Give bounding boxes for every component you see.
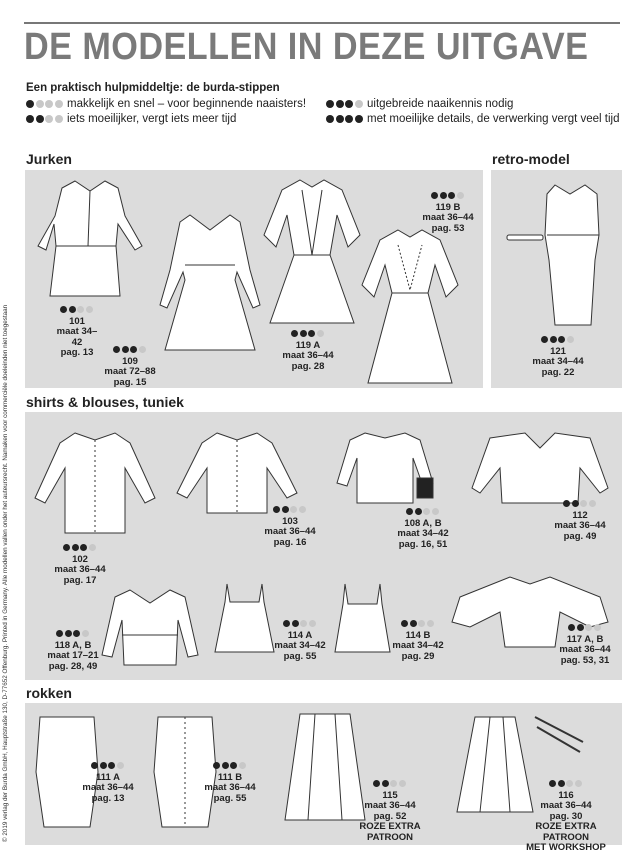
difficulty-dot-filled [222, 762, 229, 769]
item-118[interactable] [40, 630, 106, 672]
item-119a[interactable] [280, 330, 336, 372]
legend-item-level-2 [26, 113, 236, 125]
item-page: pag. 55 [283, 650, 317, 662]
difficulty-dots [91, 762, 125, 769]
difficulty-dot-filled [563, 500, 570, 507]
item-note-workshop: MET WORKSHOP [526, 842, 606, 853]
difficulty-dots [326, 115, 364, 123]
item-size: maat 17–21 [47, 650, 99, 661]
difficulty-dot-filled [230, 762, 237, 769]
difficulty-dot-empty [585, 624, 592, 631]
item-103[interactable] [262, 506, 318, 548]
difficulty-dot-filled [65, 630, 72, 637]
item-page: pag. 13 [60, 347, 94, 358]
difficulty-dot-empty [239, 762, 246, 769]
difficulty-dots [326, 100, 364, 108]
difficulty-dot-filled [558, 336, 565, 343]
difficulty-dot-filled [36, 115, 44, 123]
difficulty-dots [291, 330, 325, 337]
difficulty-dot-empty [300, 620, 307, 627]
item-page: pag. 16, 51 [398, 538, 448, 550]
difficulty-dot-filled [448, 192, 455, 199]
difficulty-dot-empty [575, 780, 582, 787]
dress-121-illustration [505, 180, 615, 330]
difficulty-dot-empty [77, 306, 84, 313]
difficulty-dot-empty [86, 306, 93, 313]
item-page: pag. 53 [431, 222, 465, 234]
difficulty-dot-empty [355, 100, 363, 108]
item-page: pag. 15 [113, 376, 147, 388]
difficulty-dot-filled [69, 306, 76, 313]
difficulty-dot-filled [440, 192, 447, 199]
blouse-103-illustration [172, 428, 302, 518]
item-119b[interactable] [420, 192, 476, 234]
difficulty-dot-empty [45, 115, 53, 123]
difficulty-dots [213, 762, 247, 769]
item-number: 114 B [405, 629, 431, 641]
difficulty-dot-filled [291, 330, 298, 337]
item-size: maat 36–44 [264, 526, 316, 537]
item-size: maat 36–44 [282, 350, 334, 361]
difficulty-dot-filled [572, 500, 579, 507]
item-121[interactable] [530, 336, 586, 378]
item-size: maat 36–44 [82, 782, 134, 793]
item-number: 115 [382, 789, 398, 801]
item-111a[interactable] [80, 762, 136, 804]
difficulty-dot-filled [326, 115, 334, 123]
legend-text: met moeilijke details, de verwerking vergt veel tijd [367, 113, 620, 125]
item-101[interactable] [52, 306, 102, 359]
difficulty-dot-filled [300, 330, 307, 337]
difficulty-dots [373, 780, 407, 787]
item-116[interactable] [514, 780, 618, 854]
item-114b[interactable] [390, 620, 446, 662]
difficulty-dot-filled [56, 630, 63, 637]
item-size: maat 34–42 [274, 640, 326, 651]
item-108[interactable] [390, 508, 456, 550]
difficulty-dot-empty [589, 500, 596, 507]
item-117[interactable] [552, 624, 618, 666]
difficulty-dot-empty [55, 115, 63, 123]
difficulty-dots [63, 544, 97, 551]
legend-heading: Een praktisch hulpmiddeltje: de burda-stippen [26, 82, 280, 94]
item-page: pag. 30 [549, 810, 583, 822]
item-page: pag. 17 [63, 574, 97, 586]
item-note: ROZE EXTRA PATROON [535, 821, 597, 843]
difficulty-dot-filled [130, 346, 137, 353]
item-size: maat 36–44 [54, 564, 106, 575]
difficulty-dot-filled [63, 544, 70, 551]
item-number: 108 A, B [404, 517, 442, 529]
difficulty-dots [563, 500, 597, 507]
difficulty-dot-filled [113, 346, 120, 353]
item-page: pag. 49 [563, 530, 597, 542]
copyright-notice: © 2019 verlag der Burda GmbH, Hauptstraße 130, D-77652 Offenburg. Printed in Germany. Alle modellen vallen onder het auteursrecht. Namaken voor commerciële doeleinden niet toegestaan [2, 304, 9, 842]
difficulty-dot-empty [89, 544, 96, 551]
difficulty-dot-filled [213, 762, 220, 769]
page-title: DE MODELLEN IN DEZE UITGAVE [24, 26, 589, 68]
difficulty-dot-filled [336, 100, 344, 108]
item-number: 114 A [287, 629, 313, 641]
difficulty-dot-empty [36, 100, 44, 108]
difficulty-dot-filled [108, 762, 115, 769]
item-number: 111 A [96, 771, 120, 783]
difficulty-dot-empty [55, 100, 63, 108]
difficulty-dot-empty [45, 100, 53, 108]
difficulty-dot-empty [457, 192, 464, 199]
item-page: pag. 29 [401, 650, 435, 662]
legend-text: iets moeilijker, vergt iets meer tijd [67, 113, 237, 125]
item-number: 112 [572, 509, 588, 521]
difficulty-dots [283, 620, 317, 627]
item-size: maat 34–44 [532, 356, 584, 367]
dress-119b-illustration [360, 225, 460, 385]
item-size: maat 36–44 [559, 644, 611, 655]
item-111b[interactable] [202, 762, 258, 804]
difficulty-dots [431, 192, 465, 199]
difficulty-dot-filled [345, 115, 353, 123]
difficulty-dot-filled [541, 336, 548, 343]
top-114b-illustration [330, 582, 395, 662]
difficulty-dot-empty [567, 336, 574, 343]
item-size: maat 36–44 [422, 212, 474, 223]
legend-item-level-1 [26, 98, 306, 110]
difficulty-dot-filled [273, 506, 280, 513]
difficulty-dot-filled [549, 780, 556, 787]
section-title-shirts: shirts & blouses, tuniek [26, 394, 184, 410]
difficulty-dot-filled [373, 780, 380, 787]
item-size: maat 36–44 [364, 800, 416, 811]
difficulty-dot-empty [139, 346, 146, 353]
difficulty-dot-filled [431, 192, 438, 199]
item-number: 102 [72, 553, 88, 565]
legend-text: uitgebreide naaikennis nodig [367, 98, 514, 110]
difficulty-dot-empty [299, 506, 306, 513]
item-size: maat 36–44 [204, 782, 256, 793]
difficulty-dot-filled [558, 780, 565, 787]
legend-text: makkelijk en snel – voor beginnende naaisters! [67, 98, 307, 110]
difficulty-dot-filled [26, 115, 34, 123]
difficulty-dot-filled [415, 508, 422, 515]
difficulty-dot-filled [406, 508, 413, 515]
dress-119a-illustration [262, 175, 362, 325]
item-number: 121 [550, 345, 566, 357]
item-size: maat 34–42 [56, 326, 98, 348]
item-size: maat 72–88 [104, 366, 156, 377]
difficulty-dot-filled [336, 115, 344, 123]
difficulty-dot-empty [594, 624, 601, 631]
difficulty-dot-empty [82, 630, 89, 637]
item-page: pag. 28 [291, 360, 325, 372]
item-number: 119 A [295, 339, 321, 351]
item-page: pag. 16 [273, 536, 307, 548]
section-title-rokken: rokken [26, 685, 72, 701]
item-note: ROZE EXTRA PATROON [359, 821, 421, 843]
item-page: pag. 55 [213, 792, 247, 804]
difficulty-dots [568, 624, 602, 631]
item-number: 111 B [217, 771, 243, 783]
difficulty-dot-empty [117, 762, 124, 769]
item-size: maat 36–44 [540, 800, 592, 811]
item-page: pag. 22 [541, 366, 575, 378]
item-page: pag. 13 [91, 792, 125, 804]
section-title-retro: retro-model [492, 151, 570, 167]
shirt-108-illustration [335, 428, 435, 508]
difficulty-dot-filled [122, 346, 129, 353]
item-page: pag. 28, 49 [48, 660, 98, 672]
difficulty-dots [401, 620, 435, 627]
blouse-118-illustration [100, 585, 200, 670]
item-number: 117 A, B [566, 633, 604, 645]
item-115[interactable] [340, 780, 440, 843]
difficulty-dot-filled [410, 620, 417, 627]
difficulty-dots [26, 100, 64, 108]
difficulty-dots [549, 780, 583, 787]
difficulty-dot-empty [290, 506, 297, 513]
top-114a-illustration [212, 582, 277, 662]
difficulty-dot-filled [355, 115, 363, 123]
item-number: 116 [558, 789, 574, 801]
difficulty-dot-filled [577, 624, 584, 631]
item-number: 101 [69, 315, 85, 327]
top-rule [24, 22, 620, 24]
difficulty-dots [60, 306, 94, 313]
dress-101-illustration [30, 176, 150, 306]
item-112[interactable] [552, 500, 608, 542]
item-number: 119 B [435, 201, 461, 213]
difficulty-dot-filled [550, 336, 557, 343]
legend-item-level-4 [326, 113, 619, 125]
item-size: maat 36–44 [554, 520, 606, 531]
difficulty-dot-empty [390, 780, 397, 787]
legend-item-level-3 [326, 98, 513, 110]
difficulty-dots [541, 336, 575, 343]
difficulty-dot-empty [418, 620, 425, 627]
difficulty-dot-filled [60, 306, 67, 313]
difficulty-dot-filled [282, 506, 289, 513]
difficulty-dot-empty [423, 508, 430, 515]
dress-109-illustration [155, 210, 265, 355]
difficulty-dot-empty [427, 620, 434, 627]
difficulty-dot-filled [80, 544, 87, 551]
item-size: maat 34–42 [392, 640, 444, 651]
difficulty-dot-filled [382, 780, 389, 787]
item-page: pag. 53, 31 [560, 654, 610, 666]
difficulty-dot-empty [309, 620, 316, 627]
difficulty-dot-filled [401, 620, 408, 627]
blouse-102-illustration [30, 428, 160, 538]
item-102[interactable] [52, 544, 108, 586]
difficulty-dot-empty [399, 780, 406, 787]
difficulty-dot-filled [26, 100, 34, 108]
difficulty-dot-filled [100, 762, 107, 769]
difficulty-dot-filled [73, 630, 80, 637]
difficulty-dots [273, 506, 307, 513]
difficulty-dots [406, 508, 440, 515]
item-114a[interactable] [272, 620, 328, 662]
difficulty-dot-filled [568, 624, 575, 631]
item-109[interactable] [102, 346, 158, 388]
difficulty-dot-filled [326, 100, 334, 108]
item-number: 103 [282, 515, 298, 527]
item-number: 109 [122, 355, 138, 367]
section-title-jurken: Jurken [26, 151, 72, 167]
difficulty-dot-filled [283, 620, 290, 627]
difficulty-dots [113, 346, 147, 353]
difficulty-dots [26, 115, 64, 123]
difficulty-dot-filled [91, 762, 98, 769]
difficulty-dot-empty [317, 330, 324, 337]
item-number: 118 A, B [54, 639, 92, 651]
difficulty-dot-filled [292, 620, 299, 627]
item-page: pag. 52 [373, 810, 407, 822]
difficulty-dot-empty [432, 508, 439, 515]
difficulty-dot-filled [345, 100, 353, 108]
difficulty-dot-empty [566, 780, 573, 787]
item-size: maat 34–42 [397, 528, 449, 539]
difficulty-dot-empty [580, 500, 587, 507]
difficulty-dots [56, 630, 90, 637]
difficulty-dot-filled [72, 544, 79, 551]
difficulty-dot-filled [308, 330, 315, 337]
top-112-illustration [470, 428, 610, 508]
